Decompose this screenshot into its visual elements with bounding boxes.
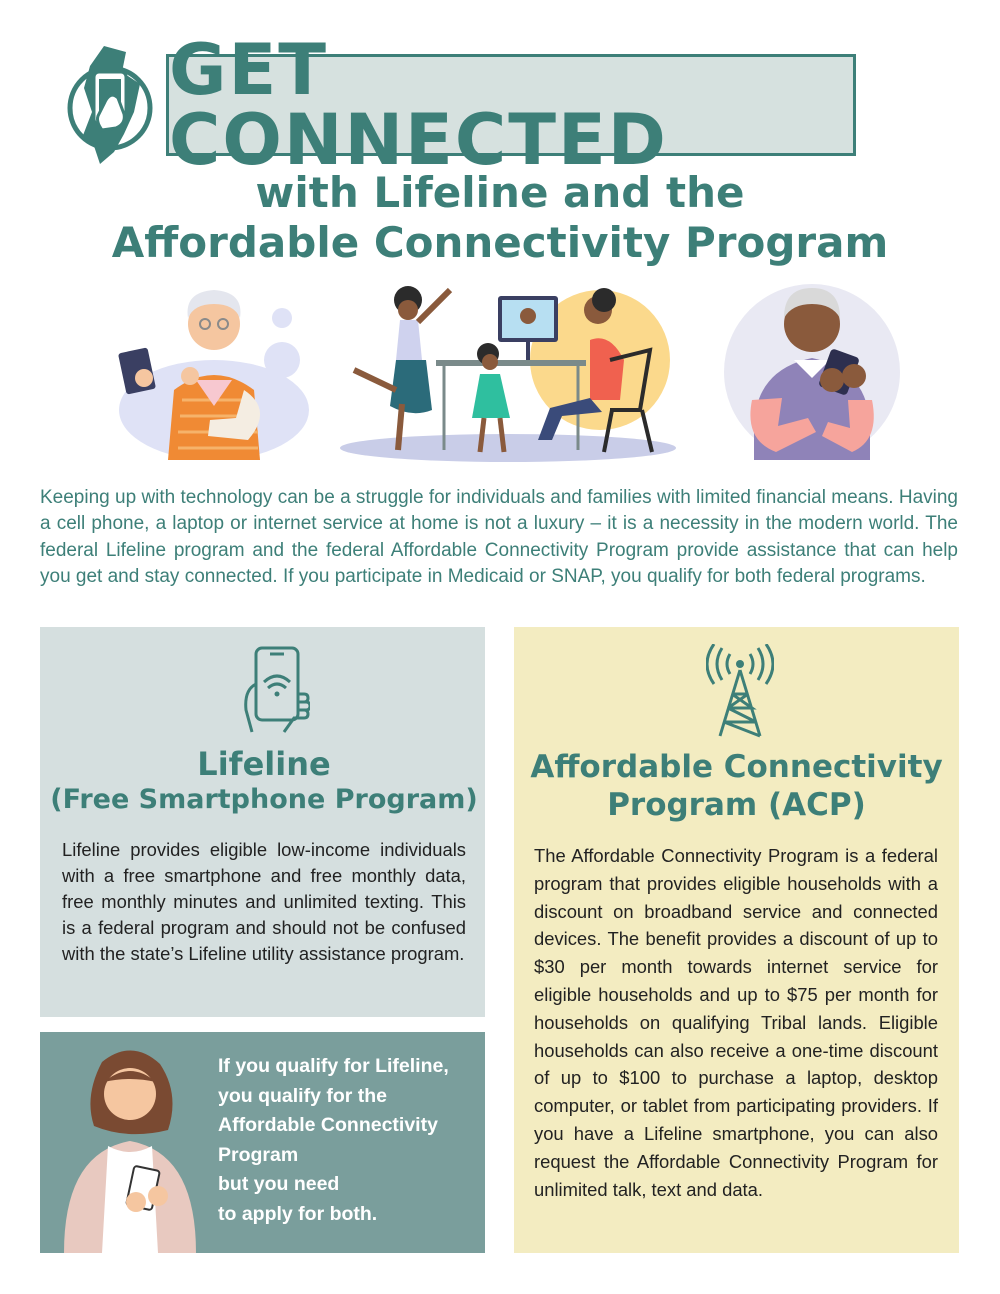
subtitle-line-1: with Lifeline and the bbox=[255, 168, 745, 217]
woman-smartphone-illustration bbox=[44, 1042, 214, 1253]
nj-phone-logo-icon bbox=[64, 42, 160, 168]
acp-title-line-1: Affordable Connectivity bbox=[530, 749, 943, 785]
smartphone-wifi-icon bbox=[238, 644, 310, 736]
lifeline-body: Lifeline provides eligible low-income individuals with a free smartphone and free monthly data, free monthly minutes and unlimited texting. This is a federal program and should not be confused with the state’s Lifeline utility assistance program. bbox=[62, 839, 466, 964]
acp-title-line-2: Program (ACP) bbox=[607, 787, 866, 823]
senior-man-phone-illustration bbox=[720, 280, 900, 466]
callout-line-5: but you need bbox=[218, 1173, 340, 1195]
family-video-call-illustration bbox=[340, 280, 676, 466]
lifeline-title: Lifeline bbox=[197, 745, 331, 783]
callout-text bbox=[218, 1052, 478, 1229]
subtitle-line-2: Affordable Connectivity Program bbox=[111, 218, 889, 267]
senior-woman-tablet-illustration bbox=[104, 280, 310, 466]
callout-line-2: you qualify for the bbox=[218, 1084, 388, 1107]
acp-body: The Affordable Connectivity Program is a federal program that provides eligible households with a discount on broadband service and connected devices. The benefit provides a discount of up to $30 per month towards internet service for eligible households and up to $75 per month for households on qualifying Tribal lands. Eligible households can also receive a one-time discount of up to $100 to purchase a laptop, desktop computer, or tablet from participating providers. If you have a Lifeline smartphone, you can also request the Affordable Connectivity Program for unlimited talk, text and data. bbox=[534, 845, 938, 1200]
callout-line-4: Program bbox=[218, 1143, 299, 1166]
callout-line-3: Affordable Connectivity bbox=[218, 1114, 438, 1136]
callout-line-1: If you qualify for Lifeline, bbox=[218, 1055, 449, 1077]
intro-paragraph: Keeping up with technology can be a struggle for individuals and families with limited financial means. Having a cell phone, a laptop or internet service at home is not a luxury – it is a necessity in the modern world. The federal Lifeline program and the federal Affordable Connectivity Program provide assistance that can help you get and stay connected. If you participate in Medicaid or SNAP, you qualify for both federal programs. bbox=[40, 487, 958, 588]
cell-tower-icon bbox=[706, 644, 774, 740]
lifeline-subtitle: (Free Smartphone Program) bbox=[50, 784, 478, 815]
page-title: GET CONNECTED bbox=[169, 29, 668, 181]
title-banner bbox=[166, 29, 856, 181]
callout-line-6: to apply for both. bbox=[218, 1202, 378, 1225]
